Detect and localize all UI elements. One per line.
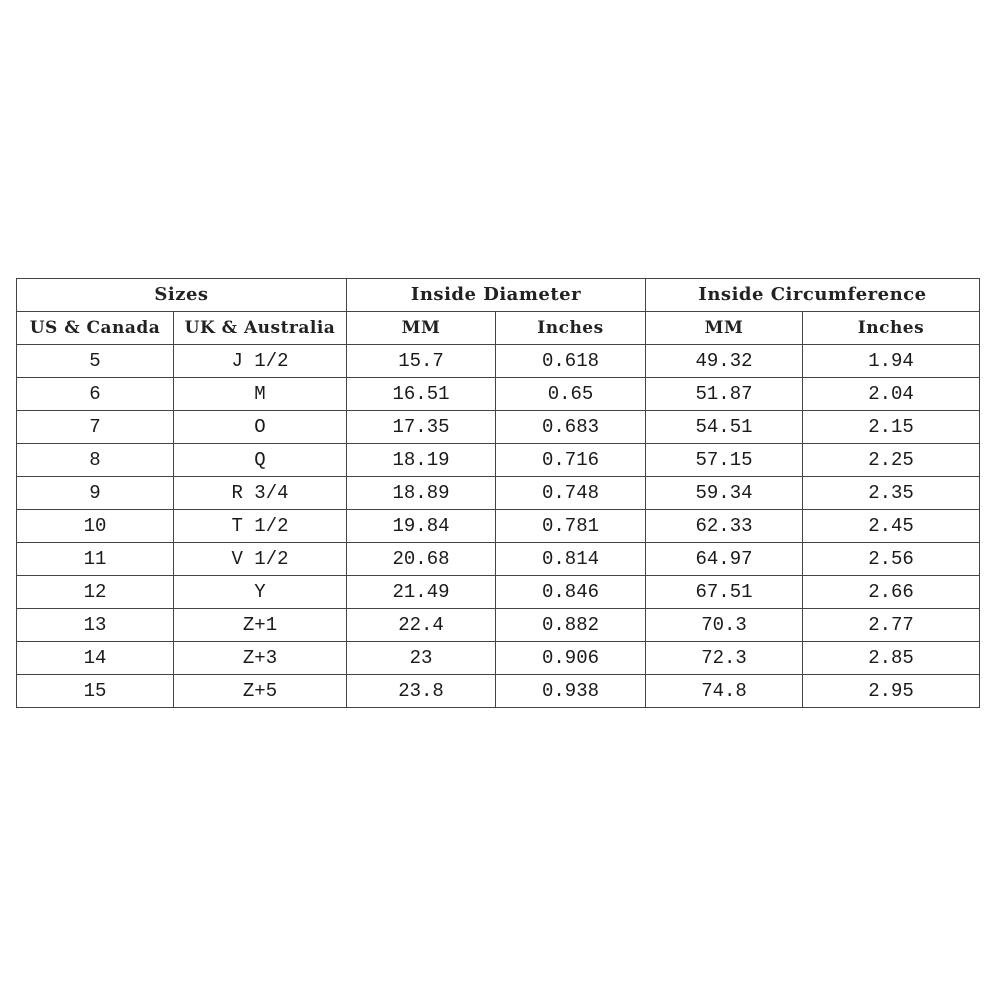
cell-circumference-inches: 2.15 <box>803 411 980 444</box>
cell-circumference-mm: 70.3 <box>646 609 803 642</box>
cell-diameter-mm: 23.8 <box>347 675 496 708</box>
cell-us-canada-size: 15 <box>17 675 174 708</box>
header-diameter-mm: MM <box>347 312 496 345</box>
cell-us-canada-size: 12 <box>17 576 174 609</box>
cell-us-canada-size: 9 <box>17 477 174 510</box>
table-row <box>17 642 980 675</box>
cell-uk-australia-size: V 1/2 <box>174 543 347 576</box>
cell-circumference-inches: 2.95 <box>803 675 980 708</box>
cell-uk-australia-size: M <box>174 378 347 411</box>
cell-circumference-inches: 2.85 <box>803 642 980 675</box>
group-header-row <box>17 279 980 312</box>
cell-diameter-mm: 22.4 <box>347 609 496 642</box>
cell-circumference-mm: 54.51 <box>646 411 803 444</box>
header-circumference-inches: Inches <box>803 312 980 345</box>
cell-circumference-inches: 2.66 <box>803 576 980 609</box>
cell-circumference-inches: 2.25 <box>803 444 980 477</box>
header-diameter-inches: Inches <box>496 312 646 345</box>
cell-us-canada-size: 13 <box>17 609 174 642</box>
cell-circumference-mm: 59.34 <box>646 477 803 510</box>
table-row <box>17 411 980 444</box>
cell-uk-australia-size: J 1/2 <box>174 345 347 378</box>
cell-uk-australia-size: R 3/4 <box>174 477 347 510</box>
cell-diameter-mm: 23 <box>347 642 496 675</box>
cell-circumference-inches: 2.35 <box>803 477 980 510</box>
cell-circumference-inches: 2.04 <box>803 378 980 411</box>
cell-uk-australia-size: Z+3 <box>174 642 347 675</box>
cell-us-canada-size: 10 <box>17 510 174 543</box>
cell-circumference-inches: 1.94 <box>803 345 980 378</box>
table-row <box>17 543 980 576</box>
cell-uk-australia-size: Z+1 <box>174 609 347 642</box>
sub-header-row <box>17 312 980 345</box>
cell-us-canada-size: 7 <box>17 411 174 444</box>
cell-uk-australia-size: Q <box>174 444 347 477</box>
cell-circumference-mm: 51.87 <box>646 378 803 411</box>
cell-circumference-mm: 72.3 <box>646 642 803 675</box>
cell-us-canada-size: 6 <box>17 378 174 411</box>
cell-circumference-mm: 62.33 <box>646 510 803 543</box>
cell-diameter-mm: 16.51 <box>347 378 496 411</box>
table-row <box>17 675 980 708</box>
cell-diameter-mm: 15.7 <box>347 345 496 378</box>
header-sizes: Sizes <box>17 279 347 312</box>
cell-circumference-mm: 64.97 <box>646 543 803 576</box>
cell-us-canada-size: 14 <box>17 642 174 675</box>
cell-circumference-inches: 2.45 <box>803 510 980 543</box>
table-row <box>17 345 980 378</box>
cell-diameter-mm: 17.35 <box>347 411 496 444</box>
cell-circumference-mm: 49.32 <box>646 345 803 378</box>
table-row <box>17 444 980 477</box>
table-row <box>17 378 980 411</box>
table-row <box>17 609 980 642</box>
cell-diameter-inches: 0.748 <box>496 477 646 510</box>
cell-uk-australia-size: Y <box>174 576 347 609</box>
cell-diameter-mm: 18.89 <box>347 477 496 510</box>
cell-diameter-inches: 0.906 <box>496 642 646 675</box>
cell-circumference-mm: 67.51 <box>646 576 803 609</box>
cell-diameter-mm: 19.84 <box>347 510 496 543</box>
cell-diameter-mm: 20.68 <box>347 543 496 576</box>
cell-diameter-inches: 0.814 <box>496 543 646 576</box>
ring-size-table <box>16 278 980 708</box>
header-uk-australia: UK & Australia <box>174 312 347 345</box>
cell-us-canada-size: 5 <box>17 345 174 378</box>
table-row <box>17 477 980 510</box>
cell-diameter-inches: 0.716 <box>496 444 646 477</box>
cell-diameter-inches: 0.781 <box>496 510 646 543</box>
header-inside-diameter: Inside Diameter <box>347 279 646 312</box>
header-us-canada: US & Canada <box>17 312 174 345</box>
cell-diameter-inches: 0.882 <box>496 609 646 642</box>
cell-uk-australia-size: T 1/2 <box>174 510 347 543</box>
cell-diameter-inches: 0.846 <box>496 576 646 609</box>
cell-uk-australia-size: O <box>174 411 347 444</box>
cell-diameter-inches: 0.683 <box>496 411 646 444</box>
cell-diameter-mm: 21.49 <box>347 576 496 609</box>
cell-us-canada-size: 8 <box>17 444 174 477</box>
cell-diameter-inches: 0.65 <box>496 378 646 411</box>
table-body <box>17 345 980 708</box>
cell-circumference-mm: 74.8 <box>646 675 803 708</box>
cell-us-canada-size: 11 <box>17 543 174 576</box>
cell-diameter-inches: 0.618 <box>496 345 646 378</box>
header-circumference-mm: MM <box>646 312 803 345</box>
header-inside-circumference: Inside Circumference <box>646 279 980 312</box>
cell-circumference-mm: 57.15 <box>646 444 803 477</box>
table-row <box>17 510 980 543</box>
cell-uk-australia-size: Z+5 <box>174 675 347 708</box>
cell-circumference-inches: 2.77 <box>803 609 980 642</box>
cell-diameter-inches: 0.938 <box>496 675 646 708</box>
table-row <box>17 576 980 609</box>
cell-diameter-mm: 18.19 <box>347 444 496 477</box>
cell-circumference-inches: 2.56 <box>803 543 980 576</box>
